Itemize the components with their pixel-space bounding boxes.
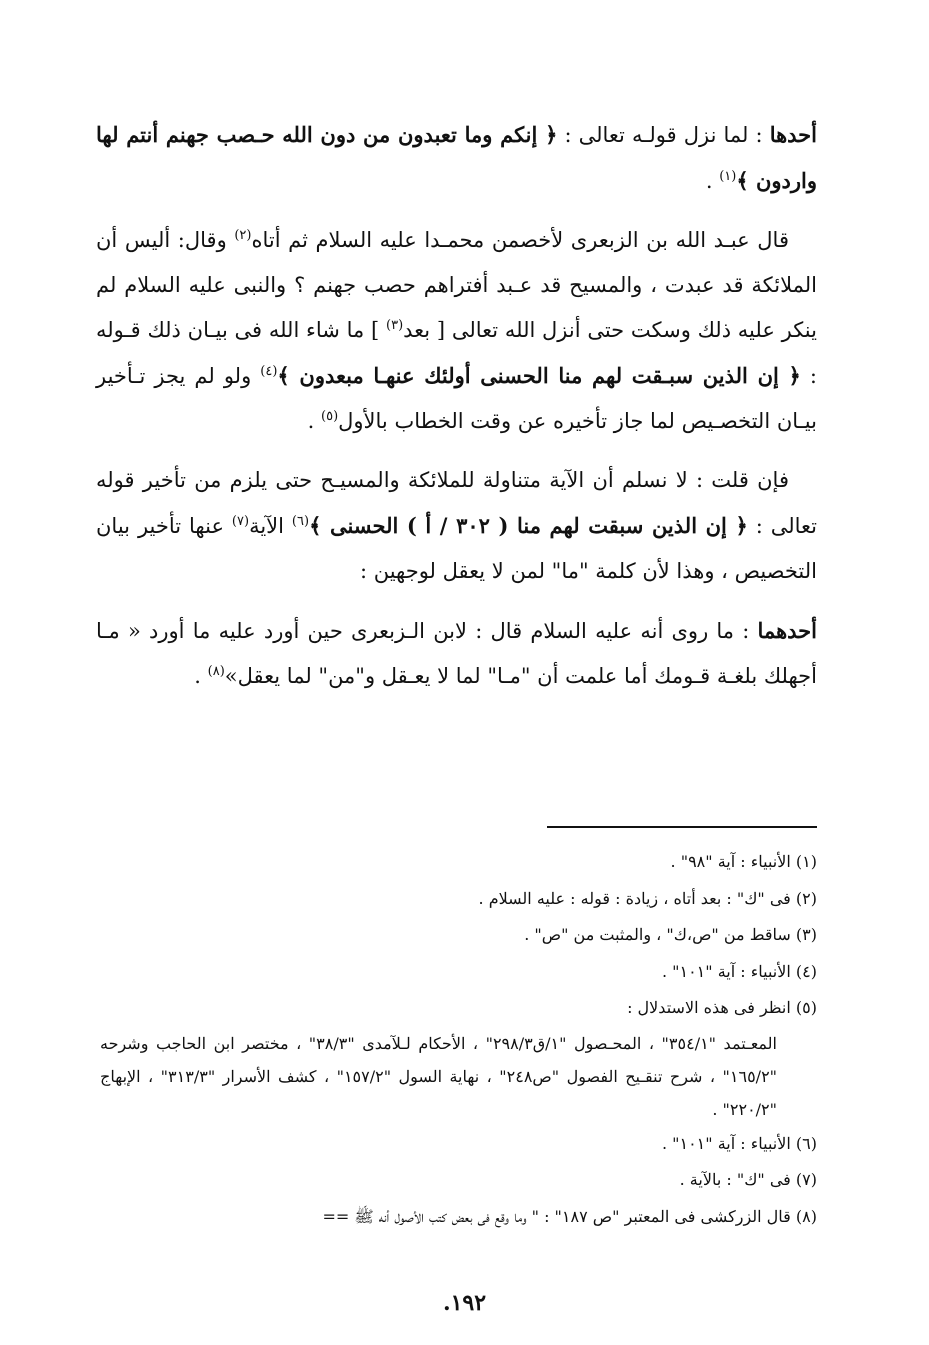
emphasis-text: أحدهما bbox=[757, 618, 817, 643]
footnote: (٣) ساقط من "ص،ك" ، والمثبت من "ص" . bbox=[524, 925, 817, 944]
text-run: ولو لم يجز تـأخير بيـان التخصـيص لما جاز تأخيره عن وقت الخطاب بالأول bbox=[96, 364, 817, 433]
footnote: (١) الأنبياء : آية "٩٨" . bbox=[670, 852, 817, 871]
footnote: (٦) الأنبياء : آية "١٠١" . bbox=[661, 1133, 817, 1153]
text-run: . bbox=[194, 664, 208, 688]
main-text bbox=[96, 112, 817, 699]
footnote: (٢) فى "ك" : بعد أتاه ، زيادة : قوله : عليه السلام . bbox=[478, 888, 817, 908]
emphasis-text: ﴿ إن الذين سبـقت لهم منا الحسنى أولئك عنهـا مبعدون ﴾ bbox=[277, 363, 801, 388]
text-run: فإن قلت : لا نسلم أن الآية متناولة للملائكة والمسيـح حتى يلزم من تأخير قوله تعالى : bbox=[96, 468, 817, 538]
footnote: (٥) انظر فى هذه الاستدلال : bbox=[627, 998, 817, 1017]
paragraph bbox=[96, 458, 817, 594]
footnote-ref: (٦) bbox=[291, 514, 310, 529]
footnote-ref: (٨) bbox=[207, 664, 225, 679]
footnotes bbox=[100, 844, 817, 1235]
text-run: ] ما شاء الله فى بيـان ذلك قـوله : bbox=[96, 318, 817, 388]
paragraph bbox=[96, 218, 817, 444]
text-run: عنها تأخير بيان التخصيص ، وهذا لأن كلمة "ما" لمن لا يعقل لوجهين : bbox=[96, 514, 817, 583]
footnote-ref: (١) bbox=[719, 169, 737, 184]
page-number: ١٩٢. bbox=[442, 1290, 487, 1316]
footnote-ref: (٤) bbox=[260, 364, 278, 379]
footnote-separator bbox=[547, 826, 817, 828]
paragraph bbox=[96, 112, 817, 204]
footnote: (٧) فى "ك" : بالآية . bbox=[679, 1170, 817, 1189]
text-run: . bbox=[307, 409, 322, 433]
text-run: وقال: أليس أن الملائكة قد عبدت ، والمسيح قد عـبد أفتراهم حصب جهنم ؟ والنبى عليه السلام لم ينكر عليه ذلك وسكت حتى أنزل الله تعالى [ بعد bbox=[96, 228, 817, 342]
text-run: قال عبـد الله بن الزبعرى لأخصمن محمـدا عليه السلام ثم أتاه bbox=[251, 228, 789, 252]
text-run: : لما نزل قولـه تعالى : bbox=[557, 123, 770, 147]
footnote: (٨) قال الزركشى فى المعتبر "ص ١٨٧" : " وما وقع فى بعض كتب الأصول أنه ﷺ == bbox=[322, 1206, 817, 1226]
footnote-ref: (٣) bbox=[386, 318, 404, 333]
footnote: (٤) الأنبياء : آية "١٠١" . bbox=[661, 961, 817, 981]
footnote-ref: (٧) bbox=[231, 514, 250, 529]
emphasis-text: ﴿ إنكم وما تعبدون من دون الله حـصب جهنم أنتم لها واردون ﴾ bbox=[96, 122, 817, 193]
text-run: : ما روى أنه عليه السلام قال : لابن الـزبعرى حين أورد عليه ما أورد « مـا أجهلك بلغـة قـومك أما علمت أن "مـا" لما لا يعـقل و"من" لما يعقل» bbox=[96, 619, 817, 688]
footnote-ref: (٥) bbox=[321, 409, 339, 424]
emphasis-text: أحدها bbox=[769, 122, 817, 147]
paragraph bbox=[96, 608, 817, 699]
footnote-ref: (٢) bbox=[234, 228, 252, 243]
footnote: المعـتمد "٣٥٤/١" ، المحـصول "١/ق٢٩٨/٣" ، الأحكام لـلآمدى "٣٨/٣" ، مختصر ابن الحاجب وشرحه "١٦٥/٢" ، شرح تنقـيح الفصول "ص٢٤٨" ، نهاية السول "١٥٧/٢" ، كشف الأسرار "٣١٣/٣" ، الإبهاج "٢٢٠/٢" . bbox=[100, 1033, 778, 1119]
emphasis-text: ﴿ إن الذين سبقت لهم منا ( ٣٠٢ / أ ) الحسنى ﴾ bbox=[309, 513, 748, 538]
text-run: . bbox=[705, 169, 720, 193]
text-run: الآية bbox=[249, 514, 292, 538]
